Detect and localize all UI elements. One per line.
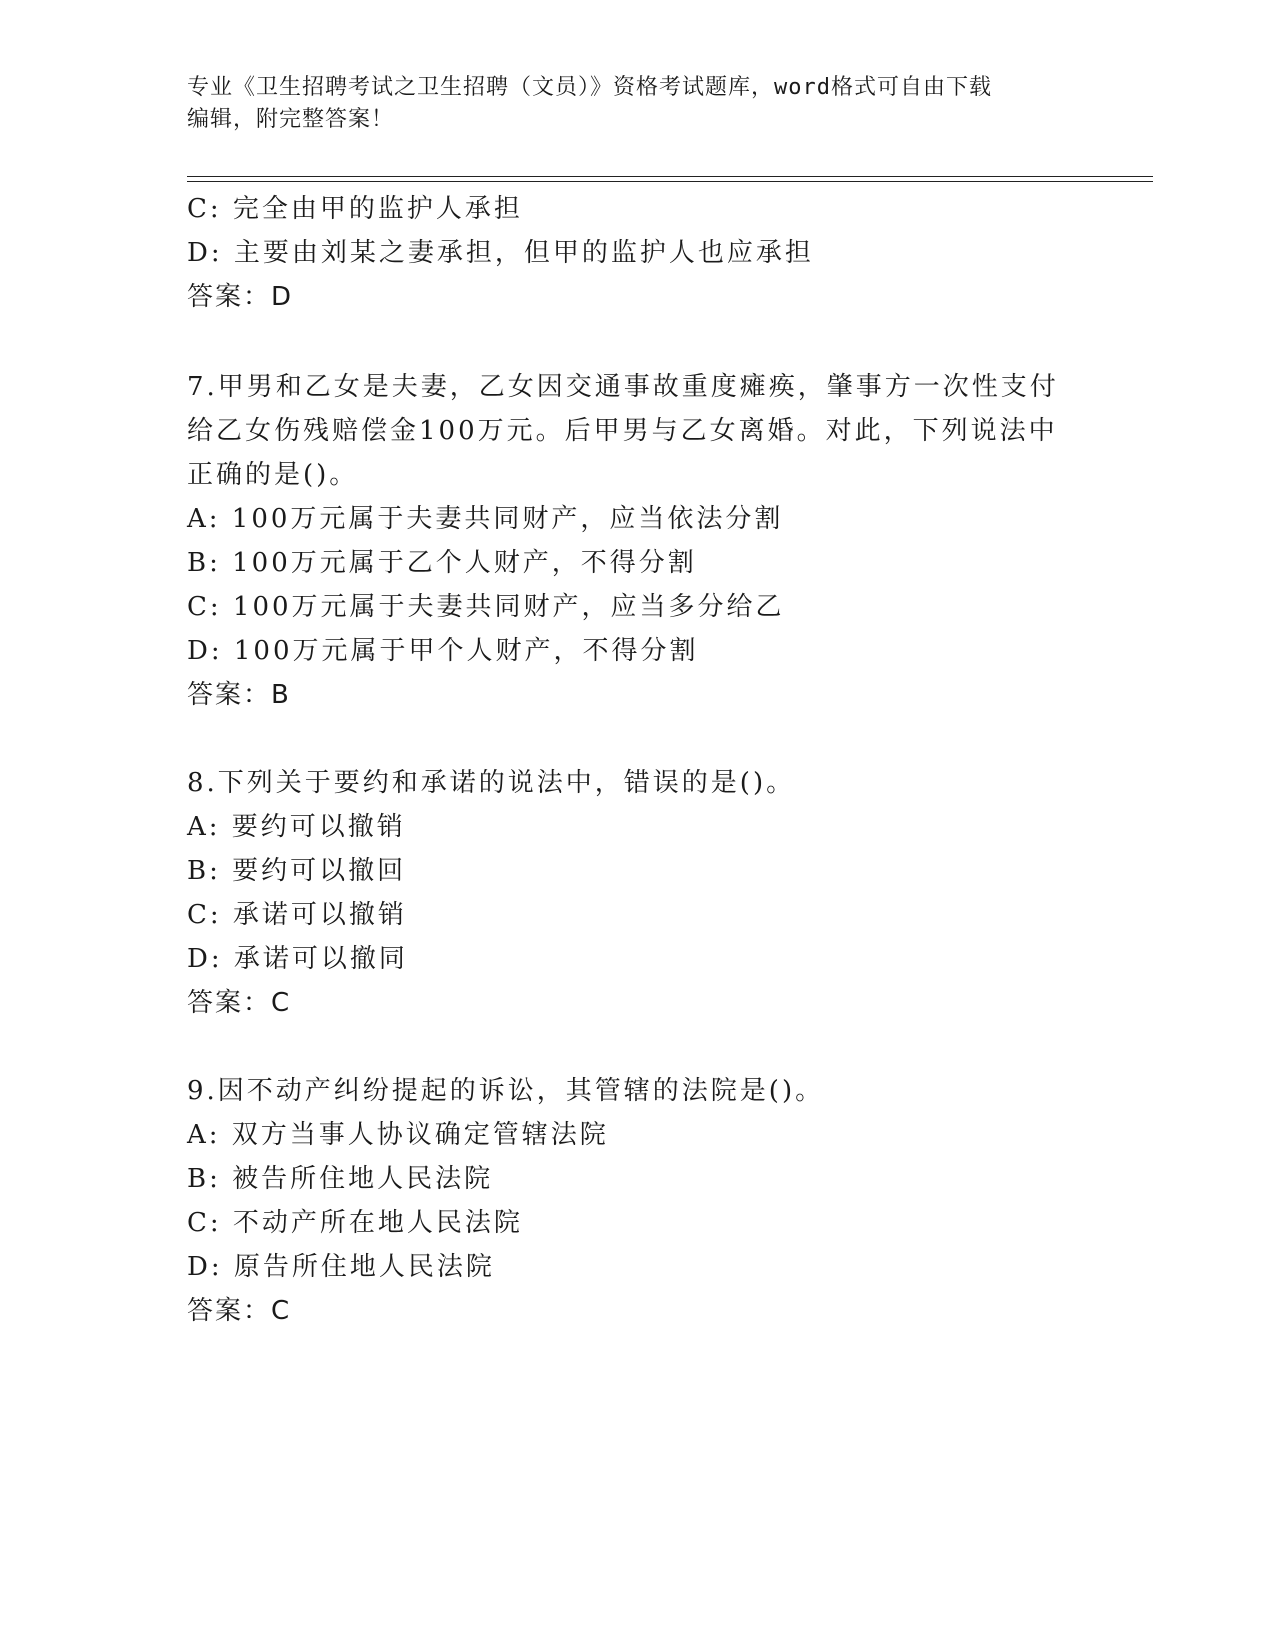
document-header — [187, 72, 1067, 136]
q7-option-a: A: 100万元属于夫妻共同财产，应当依法分割 — [187, 504, 784, 534]
q9-answer: 答案：C — [187, 1296, 292, 1326]
header-line-1: 专业《卫生招聘考试之卫生招聘（文员）》资格考试题库，word格式可自由下载 — [187, 75, 992, 100]
q6-option-d: D: 主要由刘某之妻承担，但甲的监护人也应承担 — [187, 238, 814, 268]
q9-stem: 9.因不动产纠纷提起的诉讼，其管辖的法院是()。 — [187, 1076, 825, 1106]
q6-option-c: C: 完全由甲的监护人承担 — [187, 194, 523, 224]
q9-option-d: D: 原告所住地人民法院 — [187, 1252, 495, 1282]
header-divider-bottom — [187, 181, 1153, 182]
q7-stem-line-1: 7.甲男和乙女是夫妻，乙女因交通事故重度瘫痪，肇事方一次性支付 — [187, 372, 1059, 402]
q8-option-b: B: 要约可以撤回 — [187, 856, 407, 886]
q8-stem: 8.下列关于要约和承诺的说法中，错误的是()。 — [187, 768, 796, 798]
q7-stem-line-2: 给乙女伤残赔偿金100万元。后甲男与乙女离婚。对此，下列说法中 — [187, 416, 1058, 446]
q7-option-d: D: 100万元属于甲个人财产，不得分割 — [187, 636, 699, 666]
q7-option-c: C: 100万元属于夫妻共同财产，应当多分给乙 — [187, 592, 785, 622]
q7-answer: 答案：B — [187, 680, 291, 710]
q9-option-b: B: 被告所住地人民法院 — [187, 1164, 494, 1194]
q9-option-c: C: 不动产所在地人民法院 — [187, 1208, 523, 1238]
q8-option-d: D: 承诺可以撤同 — [187, 944, 408, 974]
header-line-2: 编辑，附完整答案！ — [187, 107, 395, 132]
q7-stem-line-3: 正确的是()。 — [187, 460, 359, 490]
q8-option-a: A: 要约可以撤销 — [187, 812, 406, 842]
q8-answer: 答案：C — [187, 988, 292, 1018]
q8-option-c: C: 承诺可以撤销 — [187, 900, 407, 930]
q9-option-a: A: 双方当事人协议确定管辖法院 — [187, 1120, 609, 1150]
q7-option-b: B: 100万元属于乙个人财产，不得分割 — [187, 548, 697, 578]
header-divider-top — [187, 176, 1153, 177]
q6-answer: 答案：D — [187, 282, 294, 312]
